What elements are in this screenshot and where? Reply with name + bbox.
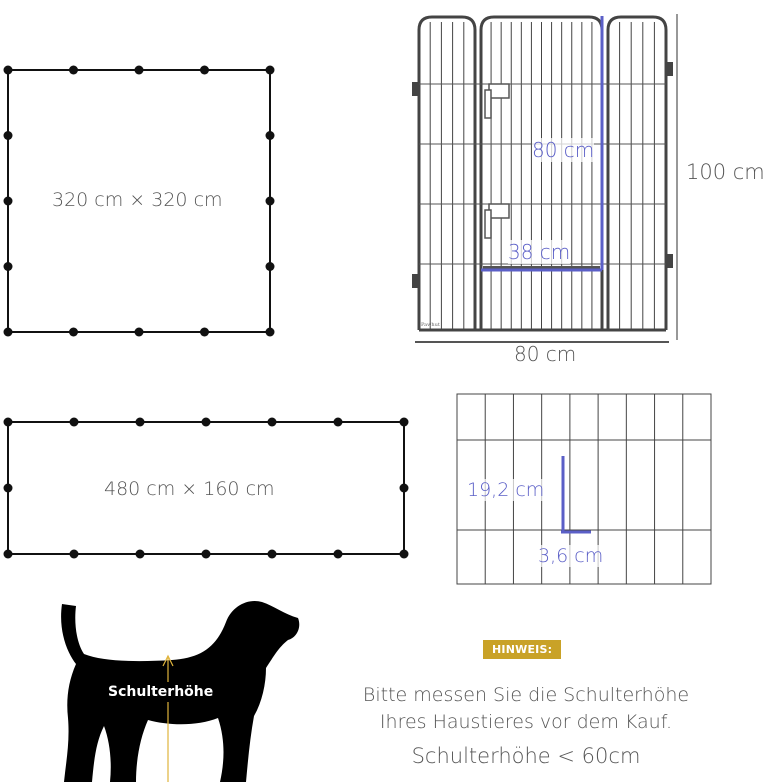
fence-post-dot bbox=[69, 66, 78, 75]
square-layout-label: 320 cm × 320 cm bbox=[52, 189, 223, 211]
fence-post-dot bbox=[266, 328, 275, 337]
fence-post-dot bbox=[202, 550, 211, 559]
fence-post-dot bbox=[69, 328, 78, 337]
fence-post-dot bbox=[70, 550, 79, 559]
bar-spacing-label: 3,6 cm bbox=[538, 545, 604, 567]
fence-post-dot bbox=[4, 484, 13, 493]
fence-post-dot bbox=[334, 418, 343, 427]
rect-layout-label: 480 cm × 160 cm bbox=[104, 478, 275, 500]
door-latch bbox=[485, 84, 509, 238]
door-width-label: 38 cm bbox=[508, 240, 571, 264]
fence-post-dot bbox=[268, 418, 277, 427]
shoulder-height-limit: Schulterhöhe < 60cm bbox=[411, 744, 641, 768]
fence-post-dot bbox=[4, 262, 13, 271]
fence-panel-drawing bbox=[405, 8, 685, 348]
total-height-label: 100 cm bbox=[686, 160, 765, 184]
fence-post-dot bbox=[136, 550, 145, 559]
fence-post-dot bbox=[266, 66, 275, 75]
door-height-label: 80 cm bbox=[532, 138, 595, 162]
fence-post-dot bbox=[202, 418, 211, 427]
fence-post-dot bbox=[266, 262, 275, 271]
fence-post-dot bbox=[4, 328, 13, 337]
fence-post-dot bbox=[4, 66, 13, 75]
left-fence-section bbox=[419, 17, 475, 330]
middle-fence-section bbox=[481, 17, 602, 330]
fence-post-dot bbox=[200, 66, 209, 75]
fence-post-dot bbox=[135, 66, 144, 75]
notice-line-1: Bitte messen Sie die Schulterhöhe bbox=[362, 684, 690, 706]
notice-badge: HINWEIS: bbox=[483, 640, 561, 659]
fence-post-dot bbox=[4, 418, 13, 427]
notice-line-2: Ihres Haustieres vor dem Kauf. bbox=[379, 711, 673, 733]
fence-post-dot bbox=[266, 131, 275, 140]
right-fence-section bbox=[608, 17, 666, 330]
fence-post-dot bbox=[4, 197, 13, 206]
fence-post-dot bbox=[4, 131, 13, 140]
fence-post-dot bbox=[136, 418, 145, 427]
fence-post-dot bbox=[268, 550, 277, 559]
fence-post-dot bbox=[400, 418, 409, 427]
fence-post-dot bbox=[135, 328, 144, 337]
fence-post-dot bbox=[266, 197, 275, 206]
brand-mark: Pawhut bbox=[421, 322, 440, 328]
fence-post-dot bbox=[200, 328, 209, 337]
total-width-label: 80 cm bbox=[514, 342, 577, 366]
fence-post-dot bbox=[70, 418, 79, 427]
fence-post-dot bbox=[400, 550, 409, 559]
fence-post-dot bbox=[334, 550, 343, 559]
fence-post-dot bbox=[400, 484, 409, 493]
shoulder-height-label: Schulterhöhe bbox=[108, 684, 214, 700]
fence-post-dot bbox=[4, 550, 13, 559]
bar-height-label: 19,2 cm bbox=[467, 479, 545, 501]
